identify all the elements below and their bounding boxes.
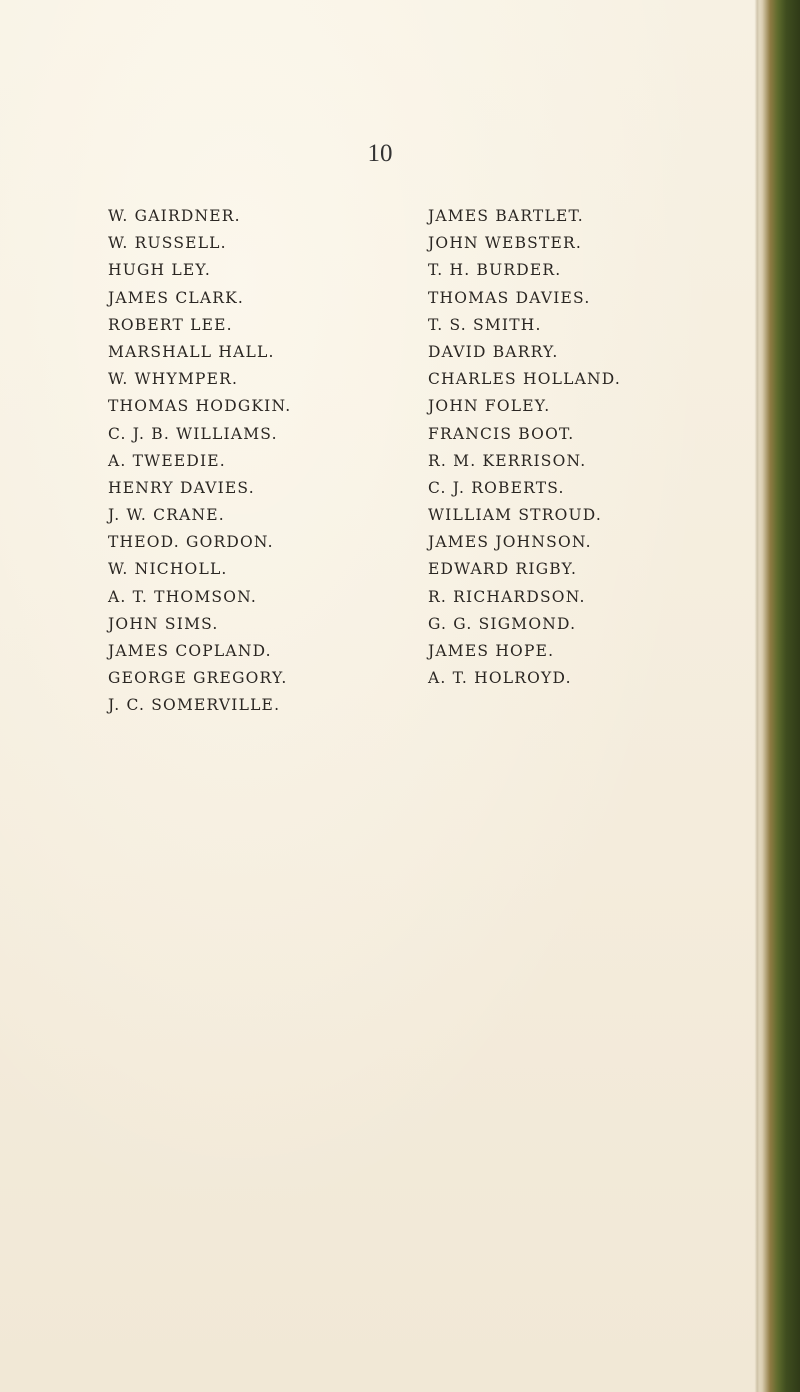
- name-entry: W. GAIRDNER.: [108, 207, 241, 225]
- name-entry: DAVID BARRY.: [428, 342, 559, 361]
- name-entry: HENRY DAVIES.: [108, 478, 255, 497]
- name-entry: THOMAS HODGKIN.: [108, 397, 292, 416]
- name-entry: W. RUSSELL.: [108, 234, 227, 253]
- name-entry: HUGH LEY.: [108, 261, 211, 280]
- name-entry: JAMES CLARK.: [108, 288, 245, 307]
- name-entry: ROBERT LEE.: [108, 315, 233, 334]
- name-entry: EDWARD RIGBY.: [428, 560, 578, 579]
- name-entry: A. T. THOMSON.: [108, 587, 258, 606]
- name-entry: A. TWEEDIE.: [108, 451, 226, 470]
- name-entry: JAMES HOPE.: [428, 642, 555, 660]
- name-entry: JOHN SIMS.: [108, 614, 219, 633]
- name-entry: JAMES JOHNSON.: [428, 533, 592, 552]
- name-entry: THEOD. GORDON.: [108, 533, 274, 552]
- name-entry: T. H. BURDER.: [428, 261, 562, 280]
- name-entry: A. T. HOLROYD.: [428, 669, 572, 688]
- name-entry: GEORGE GREGORY.: [108, 669, 288, 688]
- name-entry: R. RICHARDSON.: [428, 587, 586, 606]
- page-number: 10: [367, 140, 393, 167]
- name-list-left: [108, 203, 291, 720]
- name-entry: J. C. SOMERVILLE.: [108, 696, 281, 715]
- book-spine: [754, 0, 800, 1392]
- name-entry: WILLIAM STROUD.: [428, 506, 602, 525]
- name-entry: FRANCIS BOOT.: [428, 424, 575, 443]
- name-entry: W. NICHOLL.: [108, 560, 228, 579]
- name-entry: J. W. CRANE.: [108, 506, 225, 525]
- name-list-right: [428, 203, 621, 692]
- name-entry: R. M. KERRISON.: [428, 451, 587, 470]
- name-entry: C. J. ROBERTS.: [428, 478, 565, 497]
- name-entry: T. S. SMITH.: [428, 315, 542, 334]
- name-entry: JAMES COPLAND.: [108, 642, 272, 660]
- name-entry: JOHN WEBSTER.: [428, 234, 583, 253]
- name-entry: C. J. B. WILLIAMS.: [108, 424, 278, 443]
- name-entry: JOHN FOLEY.: [428, 397, 551, 416]
- name-entry: MARSHALL HALL.: [108, 342, 275, 361]
- name-entry: W. WHYMPER.: [108, 370, 239, 389]
- name-entry: THOMAS DAVIES.: [428, 288, 591, 307]
- name-entry: G. G. SIGMOND.: [428, 614, 577, 633]
- name-entry: CHARLES HOLLAND.: [428, 370, 621, 389]
- name-entry: JAMES BARTLET.: [428, 207, 584, 225]
